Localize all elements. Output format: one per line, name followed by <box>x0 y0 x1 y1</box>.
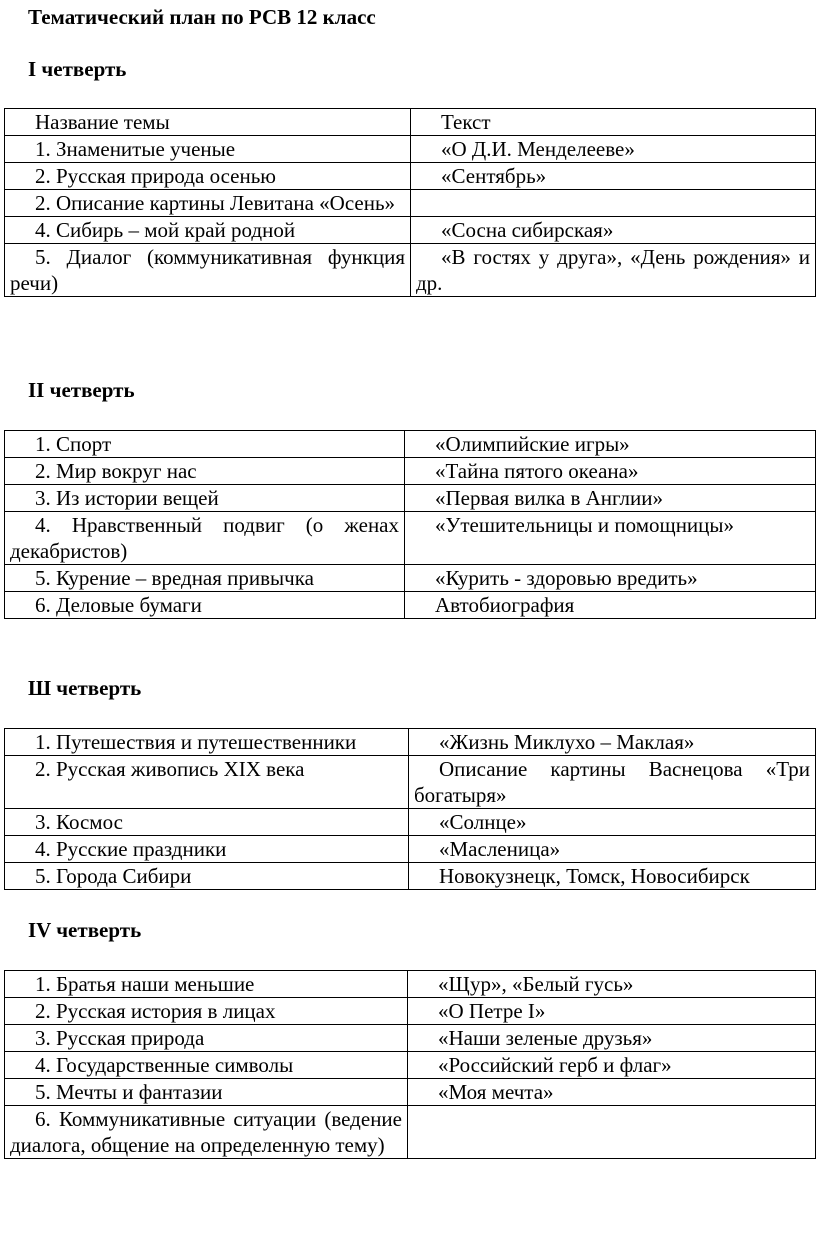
table-row <box>5 217 816 244</box>
quarter-1-table <box>4 108 816 297</box>
table-row <box>5 1052 816 1079</box>
text-cell: «Наши зеленые друзья» <box>408 1025 816 1052</box>
table-row <box>5 136 816 163</box>
text-cell: «Жизнь Миклухо – Маклая» <box>409 729 816 756</box>
text-cell: «Сентябрь» <box>411 163 816 190</box>
topic-cell: 6. Коммуникативные ситуации (ведение диалога, общение на определенную тему) <box>5 1106 408 1159</box>
quarter-3-title: Ш четверть <box>28 676 142 700</box>
table-row <box>5 756 816 809</box>
topic-cell: 1. Спорт <box>5 431 405 458</box>
quarter-4-table <box>4 970 816 1159</box>
topic-cell: 6. Деловые бумаги <box>5 592 405 619</box>
table-row <box>5 109 816 136</box>
text-cell: «Солнце» <box>409 809 816 836</box>
table-row <box>5 971 816 998</box>
table-row <box>5 485 816 512</box>
topic-cell: 5. Курение – вредная привычка <box>5 565 405 592</box>
table-row <box>5 512 816 565</box>
table-row <box>5 431 816 458</box>
table-row <box>5 458 816 485</box>
topic-cell: 2. Русская живопись XIX века <box>5 756 409 809</box>
table-row <box>5 809 816 836</box>
table-row <box>5 1079 816 1106</box>
table-row <box>5 1106 816 1159</box>
text-cell: Текст <box>411 109 816 136</box>
table-row <box>5 836 816 863</box>
topic-cell: 4. Нравственный подвиг (о женах декабристов) <box>5 512 405 565</box>
topic-cell: 3. Из истории вещей <box>5 485 405 512</box>
topic-cell: 2. Русская история в лицах <box>5 998 408 1025</box>
topic-cell: 3. Космос <box>5 809 409 836</box>
table-row <box>5 1025 816 1052</box>
topic-cell: 2. Мир вокруг нас <box>5 458 405 485</box>
quarter-3-table <box>4 728 816 890</box>
text-cell: «О Петре I» <box>408 998 816 1025</box>
text-cell: «Курить - здоровью вредить» <box>405 565 816 592</box>
quarter-1-title: I четверть <box>28 57 127 81</box>
text-cell: «Олимпийские игры» <box>405 431 816 458</box>
text-cell: «Российский герб и флаг» <box>408 1052 816 1079</box>
text-cell: Новокузнецк, Томск, Новосибирск <box>409 863 816 890</box>
table-row <box>5 244 816 297</box>
document-title: Тематический план по РСВ 12 класс <box>28 5 376 29</box>
topic-cell: 3. Русская природа <box>5 1025 408 1052</box>
topic-cell: 5. Мечты и фантазии <box>5 1079 408 1106</box>
text-cell: Автобиография <box>405 592 816 619</box>
text-cell: «В гостях у друга», «День рождения» и др. <box>411 244 816 297</box>
quarter-2-title: II четверть <box>28 378 135 402</box>
text-cell: «Сосна сибирская» <box>411 217 816 244</box>
quarter-4-title: IV четверть <box>28 918 142 942</box>
topic-cell: 5. Города Сибири <box>5 863 409 890</box>
text-cell <box>411 190 816 217</box>
table-row <box>5 998 816 1025</box>
topic-cell: 1. Знаменитые ученые <box>5 136 411 163</box>
topic-cell: 5. Диалог (коммуникативная функция речи) <box>5 244 411 297</box>
table-row <box>5 592 816 619</box>
topic-cell: 1. Братья наши меньшие <box>5 971 408 998</box>
topic-cell: 4. Государственные символы <box>5 1052 408 1079</box>
table-row <box>5 863 816 890</box>
text-cell: «Щур», «Белый гусь» <box>408 971 816 998</box>
text-cell: «Первая вилка в Англии» <box>405 485 816 512</box>
quarter-2-table <box>4 430 816 619</box>
table-row <box>5 163 816 190</box>
topic-cell: 4. Русские праздники <box>5 836 409 863</box>
topic-cell: 1. Путешествия и путешественники <box>5 729 409 756</box>
topic-cell: 2. Русская природа осенью <box>5 163 411 190</box>
text-cell: «Моя мечта» <box>408 1079 816 1106</box>
table-row <box>5 729 816 756</box>
text-cell: «Тайна пятого океана» <box>405 458 816 485</box>
text-cell: Описание картины Васнецова «Три богатыря» <box>409 756 816 809</box>
text-cell: «Утешительницы и помощницы» <box>405 512 816 565</box>
table-row <box>5 565 816 592</box>
topic-cell: 2. Описание картины Левитана «Осень» <box>5 190 411 217</box>
table-row <box>5 190 816 217</box>
text-cell: «О Д.И. Менделееве» <box>411 136 816 163</box>
topic-cell: Название темы <box>5 109 411 136</box>
topic-cell: 4. Сибирь – мой край родной <box>5 217 411 244</box>
text-cell <box>408 1106 816 1159</box>
text-cell: «Масленица» <box>409 836 816 863</box>
